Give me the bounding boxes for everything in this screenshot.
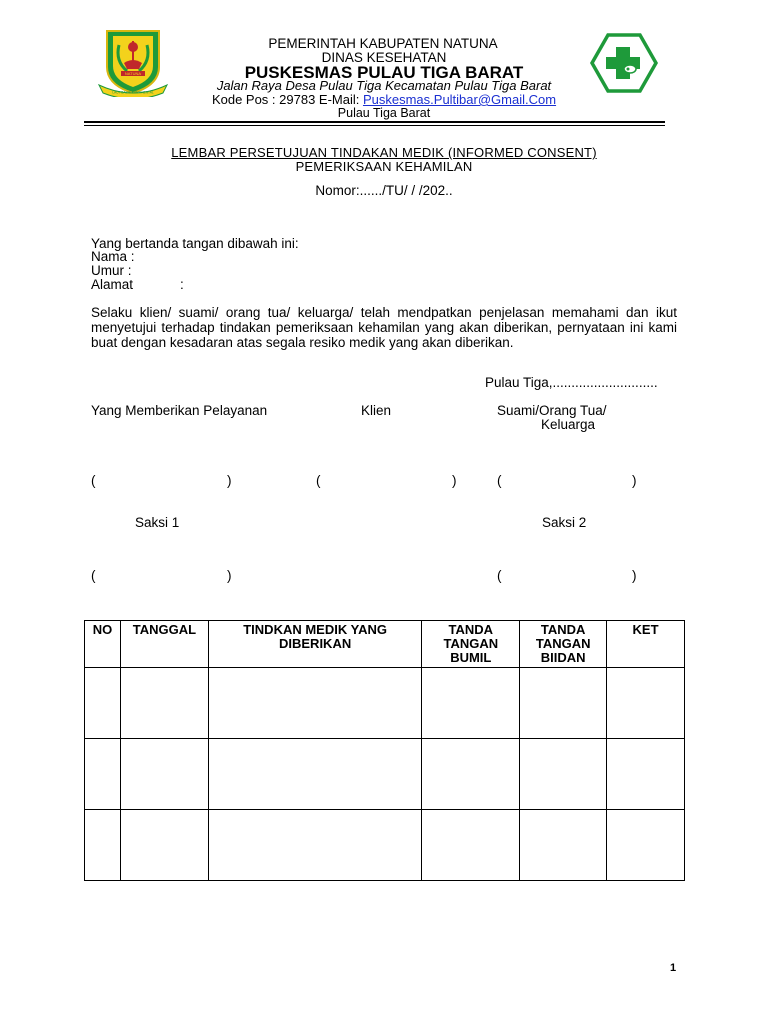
postal-code-text: Kode Pos : 29783 E-Mail:	[211, 92, 363, 107]
table-cell[interactable]	[120, 810, 208, 881]
header-puskesmas-name: PUSKESMAS PULAU TIGA BARAT	[244, 63, 524, 82]
table-cell[interactable]	[520, 810, 607, 881]
table-cell[interactable]	[208, 668, 421, 739]
table-cell[interactable]	[422, 739, 520, 810]
provider-label: Yang Memberikan Pelayanan	[91, 403, 268, 418]
table-cell[interactable]	[422, 668, 520, 739]
header-text: BIIDAN	[540, 650, 586, 665]
client-signature-open: (	[316, 473, 321, 488]
table-cell[interactable]	[520, 739, 607, 810]
header-address: Jalan Raya Desa Pulau Tiga Kecamatan Pulau Tiga Barat	[216, 78, 552, 93]
age-field[interactable]: Umur :	[91, 263, 132, 278]
document-title: LEMBAR PERSETUJUAN TINDAKAN MEDIK (INFORMED CONSENT)	[171, 145, 597, 160]
header-divider	[84, 121, 665, 123]
family-signature-close: )	[632, 473, 637, 488]
page-number: 1	[670, 962, 677, 974]
witness2-label: Saksi 2	[542, 515, 587, 530]
header-text: KET	[632, 622, 659, 637]
place-date[interactable]: Pulau Tiga,............................	[485, 375, 658, 390]
family-label: Suami/Orang Tua/	[497, 403, 607, 418]
table-cell[interactable]	[607, 810, 685, 881]
header-text: BUMIL	[450, 650, 492, 665]
provider-signature-open: (	[91, 473, 96, 488]
address-field[interactable]: Alamat	[91, 277, 134, 292]
header-text: DIBERIKAN	[279, 636, 352, 651]
emblem-banner-text: NATUNA	[124, 71, 142, 77]
header-contact	[0, 92, 768, 107]
client-label: Klien	[361, 403, 392, 418]
header-text: TANGGAL	[132, 622, 197, 637]
name-field[interactable]: Nama :	[91, 249, 135, 264]
document-subtitle: PEMERIKSAAN KEHAMILAN	[295, 159, 473, 174]
client-signature-close: )	[452, 473, 457, 488]
column-header-notes	[607, 621, 685, 668]
table-row	[85, 810, 685, 881]
provider-signature-close: )	[227, 473, 232, 488]
witness1-signature-close: )	[227, 568, 232, 583]
column-header-no	[85, 621, 121, 668]
address-colon: :	[180, 277, 184, 292]
table-row	[85, 668, 685, 739]
intro-text: Yang bertanda tangan dibawah ini:	[91, 236, 299, 251]
header-text: TANDA	[540, 622, 586, 637]
table-cell[interactable]	[120, 739, 208, 810]
table-cell[interactable]	[422, 810, 520, 881]
witness2-signature-close: )	[632, 568, 637, 583]
emblem-ribbon-text: LAUT BASIS KONTINENTAL	[112, 90, 154, 95]
column-header-patient-signature	[422, 621, 520, 668]
header-text: NO	[92, 622, 113, 637]
table-header-row	[85, 621, 685, 668]
medical-action-table	[84, 620, 685, 881]
table-cell[interactable]	[120, 668, 208, 739]
header-text: TINDKAN MEDIK YANG	[243, 622, 387, 637]
column-header-midwife-signature	[520, 621, 607, 668]
table-cell[interactable]	[85, 739, 121, 810]
consent-paragraph: Selaku klien/ suami/ orang tua/ keluarga/ telah mendpatkan penjelasan memahami dan ikut menyetujui terhadap tindakan pemeriksaan kehamilan yang akan diberikan, pernyataan ini kami buat dengan kesadaran atas segala resiko medik yang akan diberikan.	[91, 305, 677, 350]
family-label-line2: Keluarga	[541, 417, 596, 432]
table-cell[interactable]	[85, 810, 121, 881]
table-cell[interactable]	[607, 739, 685, 810]
witness2-signature-open: (	[497, 568, 502, 583]
table-cell[interactable]	[208, 810, 421, 881]
table-cell[interactable]	[520, 668, 607, 739]
document-number: Nomor:....../TU/ / /202..	[315, 183, 453, 198]
header-text: TANDA	[448, 622, 494, 637]
table-row	[85, 739, 685, 810]
header-department: DINAS KESEHATAN	[321, 50, 447, 65]
table-cell[interactable]	[85, 668, 121, 739]
family-signature-open: (	[497, 473, 502, 488]
table-cell[interactable]	[607, 668, 685, 739]
header-government: PEMERINTAH KABUPATEN NATUNA	[268, 36, 498, 51]
witness1-signature-open: (	[91, 568, 96, 583]
header-divider-thin	[84, 125, 665, 126]
header-text: TANGAN	[535, 636, 591, 651]
table-cell[interactable]	[208, 739, 421, 810]
header-text: TANGAN	[443, 636, 499, 651]
header-location: Pulau Tiga Barat	[337, 106, 431, 120]
email-link[interactable]: Puskesmas.Pultibar@Gmail.Com	[362, 92, 557, 107]
witness1-label: Saksi 1	[135, 515, 180, 530]
column-header-date	[120, 621, 208, 668]
column-header-action	[208, 621, 421, 668]
